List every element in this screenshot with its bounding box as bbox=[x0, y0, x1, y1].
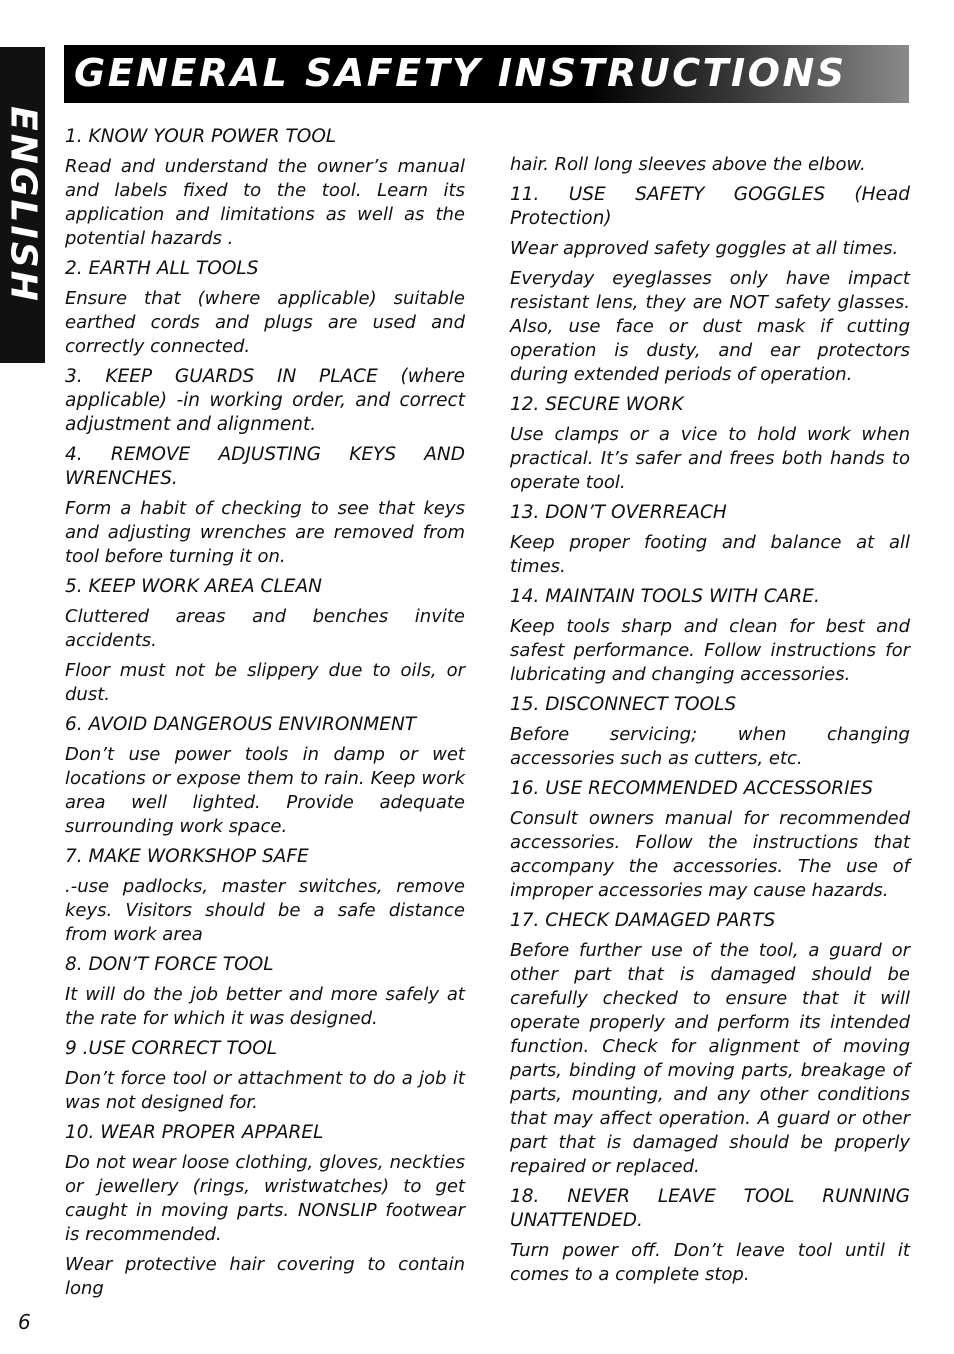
section-heading: 13. DON’T OVERREACH bbox=[510, 502, 727, 523]
section-text: Keep proper footing and balance at all times. bbox=[510, 532, 910, 577]
section-text: Ensure that (where applicable) suitable earthed cords and plugs are used and correctly connected. bbox=[65, 288, 465, 357]
section-heading: 10. WEAR PROPER APPAREL bbox=[65, 1122, 324, 1143]
section-heading: 5. KEEP WORK AREA CLEAN bbox=[65, 576, 322, 597]
section-text: Turn power off. Don’t leave tool until it comes to a complete stop. bbox=[510, 1240, 910, 1285]
section-heading: 1. KNOW YOUR POWER TOOL bbox=[65, 126, 337, 147]
section-text: Read and understand the owner’s manual and labels fixed to the tool. Learn its application and limitations as well as the potential hazards . bbox=[65, 156, 465, 249]
title-banner bbox=[64, 45, 909, 103]
section-text: Everyday eyeglasses only have impact resistant lens, they are NOT safety glasses. Also, use face or dust mask if cutting operation is dusty, and ear protectors during extended periods of operation. bbox=[510, 268, 910, 385]
section-text: .-use padlocks, master switches, remove keys. Visitors should be a safe distance from work area bbox=[65, 876, 465, 945]
section-text: Form a habit of checking to see that keys and adjusting wrenches are removed from tool before turning it on. bbox=[65, 498, 465, 567]
section-text: Before servicing; when changing accessories such as cutters, etc. bbox=[510, 724, 910, 769]
section-heading: 4. REMOVE ADJUSTING KEYS AND WRENCHES. bbox=[65, 444, 465, 489]
section-heading: 17. CHECK DAMAGED PARTS bbox=[510, 910, 776, 931]
section-heading: 11. USE SAFETY GOGGLES (Head Protection) bbox=[510, 184, 910, 229]
section-heading: 3. KEEP GUARDS IN PLACE (where applicable) -in working order, and correct adjustment and alignment. bbox=[65, 366, 465, 435]
section-heading: 6. AVOID DANGEROUS ENVIRONMENT bbox=[65, 714, 417, 735]
section-text: Consult owners manual for recommended accessories. Follow the instructions that accompany the accessories. The use of improper accessories may cause hazards. bbox=[510, 808, 910, 901]
section-heading: 16. USE RECOMMENDED ACCESSORIES bbox=[510, 778, 873, 799]
section-heading: 15. DISCONNECT TOOLS bbox=[510, 694, 737, 715]
section-text: Keep tools sharp and clean for best and safest performance. Follow instructions for lubricating and changing accessories. bbox=[510, 616, 910, 685]
section-text: Cluttered areas and benches invite accidents. bbox=[65, 606, 465, 651]
page-number: 6 bbox=[18, 1310, 31, 1334]
section-text: Before further use of the tool, a guard or other part that is damaged should be carefully checked to ensure that it will operate properly and perform its intended function. Check for alignment of moving parts, binding of moving parts, breakage of parts, mounting, and any other conditions that may affect operation. A guard or other part that is damaged should be properly repaired or replaced. bbox=[510, 940, 910, 1177]
section-text: Use clamps or a vice to hold work when practical. It’s safer and frees both hands to operate tool. bbox=[510, 424, 910, 493]
section-text: Floor must not be slippery due to oils, or dust. bbox=[65, 660, 465, 705]
section-text: Wear approved safety goggles at all times. bbox=[510, 238, 899, 259]
section-heading: 12. SECURE WORK bbox=[510, 394, 684, 415]
section-text: It will do the job better and more safely at the rate for which it was designed. bbox=[65, 984, 465, 1029]
language-tab bbox=[0, 47, 45, 363]
section-heading: 2. EARTH ALL TOOLS bbox=[65, 258, 259, 279]
section-heading: 8. DON’T FORCE TOOL bbox=[65, 954, 274, 975]
right-column bbox=[510, 153, 910, 1293]
section-heading: 14. MAINTAIN TOOLS WITH CARE. bbox=[510, 586, 820, 607]
section-heading: 9 .USE CORRECT TOOL bbox=[65, 1038, 278, 1059]
language-tab-label: ENGLISH bbox=[2, 106, 43, 304]
section-text: Do not wear loose clothing, gloves, neckties or jewellery (rings, wristwatches) to get caught in moving parts. NONSLIP footwear is recommended. bbox=[65, 1152, 465, 1245]
section-text: Don’t force tool or attachment to do a job it was not designed for. bbox=[65, 1068, 465, 1113]
section-text: Don’t use power tools in damp or wet locations or expose them to rain. Keep work area well lighted. Provide adequate surrounding work space. bbox=[65, 744, 465, 837]
section-text: hair. Roll long sleeves above the elbow. bbox=[510, 154, 866, 175]
section-heading: 18. NEVER LEAVE TOOL RUNNING UNATTENDED. bbox=[510, 1186, 910, 1231]
left-column bbox=[65, 125, 465, 1307]
page-title: GENERAL SAFETY INSTRUCTIONS bbox=[74, 51, 847, 95]
section-text: Wear protective hair covering to contain long bbox=[65, 1254, 465, 1299]
section-heading: 7. MAKE WORKSHOP SAFE bbox=[65, 846, 309, 867]
